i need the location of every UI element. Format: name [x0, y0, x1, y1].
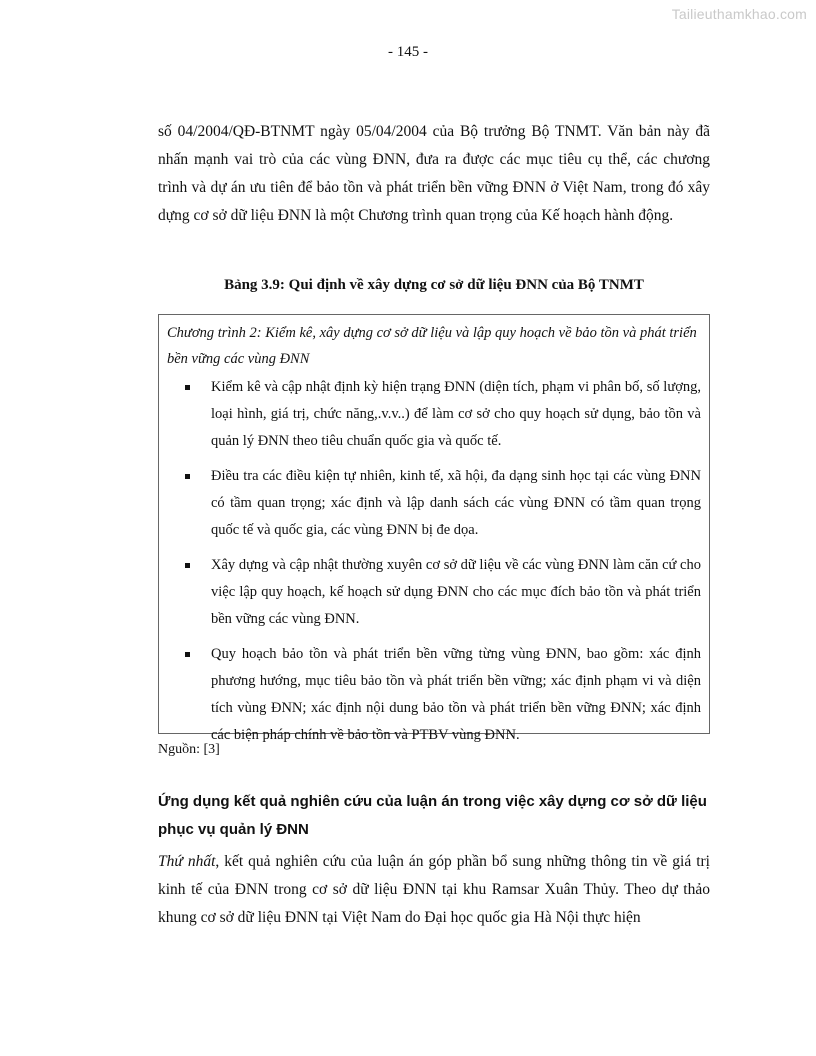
square-bullet-icon — [185, 652, 190, 657]
body-paragraph — [158, 848, 710, 932]
table-caption: Bảng 3.9: Qui định về xây dựng cơ sở dữ liệu ĐNN của Bộ TNMT — [224, 277, 644, 293]
page-number: - 145 - — [388, 44, 428, 60]
list-item-text: Điều tra các điều kiện tự nhiên, kinh tế, xã hội, đa dạng sinh học tại các vùng ĐNN có tầm quan trọng; xác định và lập danh sách các vùng ĐNN có tầm quan trọng quốc tế và quốc gia, các vùng ĐNN bị đe dọa. — [211, 468, 701, 538]
square-bullet-icon — [185, 474, 190, 479]
list-item — [167, 463, 701, 544]
table-source: Nguồn: [3] — [158, 742, 220, 757]
paragraph-text: , kết quả nghiên cứu của luận án góp phần bổ sung những thông tin về giá trị kinh tế của ĐNN trong cơ sở dữ liệu ĐNN tại khu Ramsar Xuân Thủy. Theo dự thảo khung cơ sở dữ liệu ĐNN tại Việt Nam do Đại học quốc gia Hà Nội thực hiện — [158, 853, 710, 926]
program-title: Chương trình 2: Kiểm kê, xây dựng cơ sở dữ liệu và lập quy hoạch về bảo tồn và phát triển bền vững các vùng ĐNN — [167, 325, 697, 367]
square-bullet-icon — [185, 385, 190, 390]
intro-paragraph: số 04/2004/QĐ-BTNMT ngày 05/04/2004 của Bộ trưởng Bộ TNMT. Văn bản này đã nhấn mạnh vai trò của các vùng ĐNN, đưa ra được các mục tiêu cụ thể, các chương trình và dự án ưu tiên để bảo tồn và phát triển bền vững ĐNN ở Việt Nam, trong đó xây dựng cơ sở dữ liệu ĐNN là một Chương trình quan trọng của Kế hoạch hành động. — [158, 123, 710, 224]
section-heading: Ứng dụng kết quả nghiên cứu của luận án trong việc xây dựng cơ sở dữ liệu phục vụ quản lý ĐNN — [158, 793, 707, 838]
watermark: Tailieuthamkhao.com — [671, 6, 807, 22]
list-item-text: Xây dựng và cập nhật thường xuyên cơ sở dữ liệu về các vùng ĐNN làm căn cứ cho việc lập quy hoạch, kế hoạch sử dụng ĐNN cho các mục đích bảo tồn và phát triển bền vững các vùng ĐNN. — [211, 557, 701, 627]
list-item-text: Kiểm kê và cập nhật định kỳ hiện trạng ĐNN (diện tích, phạm vi phân bố, số lượng, loại hình, giá trị, chức năng,.v.v..) để làm cơ sở cho quy hoạch sử dụng, bảo tồn và quản lý ĐNN theo tiêu chuẩn quốc gia và quốc tế. — [211, 379, 701, 449]
list-item — [167, 641, 701, 749]
list-item — [167, 374, 701, 455]
paragraph-lead: Thứ nhất — [158, 853, 216, 870]
list-item-text: Quy hoạch bảo tồn và phát triển bền vững từng vùng ĐNN, bao gồm: xác định phương hướng, mục tiêu bảo tồn và phát triển bền vững; xác định phạm vi và diện tích vùng ĐNN; xác định nội dung bảo tồn và phát triển bền vững ĐNN; xác định các biện pháp chính về bảo tồn và PTBV vùng ĐNN. — [211, 646, 701, 743]
list-item — [167, 552, 701, 633]
program-box — [158, 314, 710, 743]
square-bullet-icon — [185, 563, 190, 568]
